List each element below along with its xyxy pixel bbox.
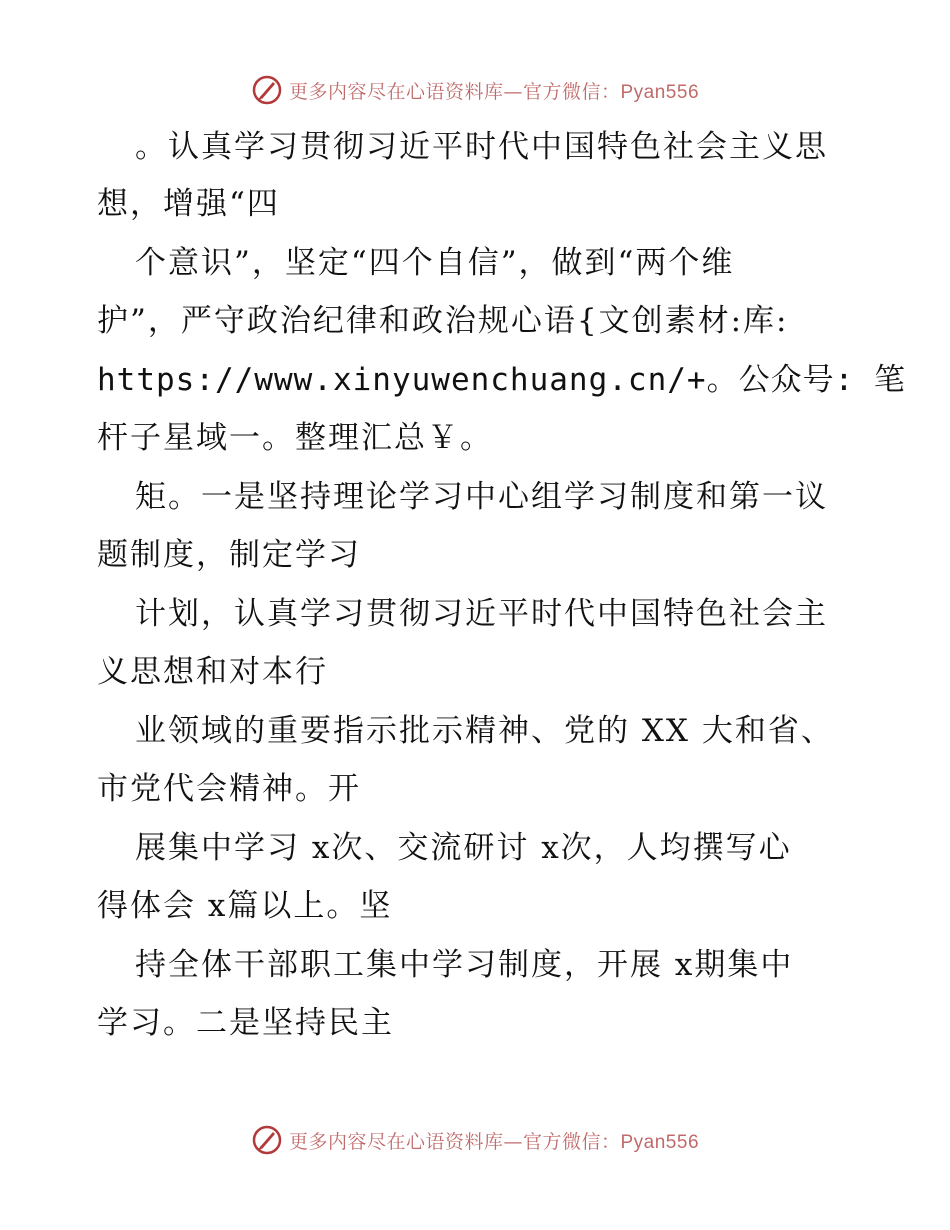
paragraph-line: 展集中学习 x次、交流研讨 x次，人均撰写心 — [135, 830, 792, 866]
watermark-text: 更多内容尽在心语资料库—官方微信：Pyan556 — [288, 1130, 700, 1153]
paragraph-line: 市党代会精神。开 — [97, 771, 361, 807]
paragraph-line: 护”，严守政治纪律和政治规心语{文创素材:库: — [97, 303, 789, 339]
paragraph-line: 业领域的重要指示批示精神、党的 XX 大和省、 — [135, 713, 834, 749]
paragraph-line: 学习。二是坚持民主 — [97, 1005, 394, 1041]
paragraph-line: 想，增强“四 — [97, 186, 280, 222]
paragraph-line: 杆子星域一。整理汇总￥。 — [97, 420, 493, 456]
wechat-id: Pyan556 — [620, 81, 700, 103]
paragraph-line: 。认真学习贯彻习近平时代中国特色社会主义思 — [135, 129, 828, 165]
paragraph-line: 个意识”，坚定“四个自信”，做到“两个维 — [135, 245, 735, 281]
paragraph-line: 矩。一是坚持理论学习中心组学习制度和第一议 — [135, 479, 828, 515]
paragraph-line: 持全体干部职工集中学习制度，开展 x期集中 — [135, 947, 794, 983]
paragraph-line: https://www.xinyuwenchuang.cn/+。公众号: 笔 — [97, 362, 906, 398]
watermark-text: 更多内容尽在心语资料库—官方微信：Pyan556 — [288, 80, 700, 103]
footer-watermark-banner — [0, 1120, 950, 1160]
paragraph-line: 得体会 x篇以上。坚 — [97, 888, 393, 924]
paragraph-line: 题制度，制定学习 — [97, 537, 361, 573]
quill-logo-icon — [251, 1124, 283, 1156]
paragraph-line: 计划，认真学习贯彻习近平时代中国特色社会主 — [135, 596, 828, 632]
wechat-id: Pyan556 — [620, 1131, 700, 1153]
paragraph-line: 义思想和对本行 — [97, 654, 328, 690]
